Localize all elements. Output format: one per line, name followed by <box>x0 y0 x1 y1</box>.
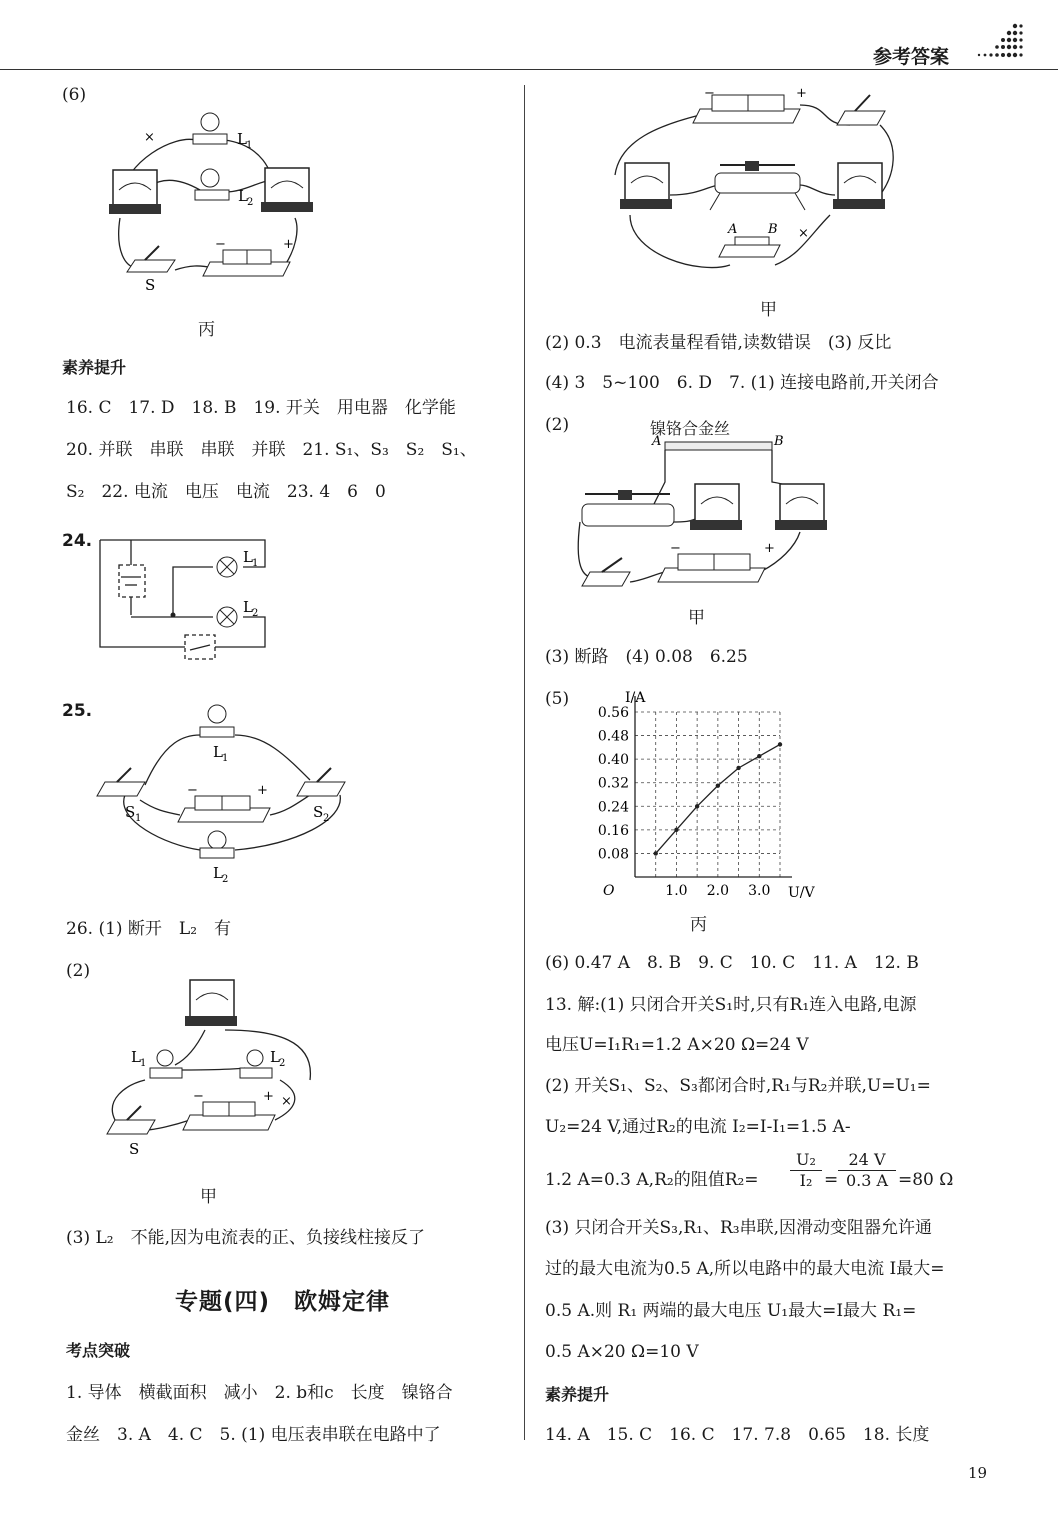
circuit-figure-q7 <box>570 412 830 612</box>
answer-r10: (2) 开关S₁、S₂、S₃都闭合时,R₁与R₂并联,U=U₁= <box>545 1076 931 1096</box>
svg-text:+: + <box>263 1089 274 1104</box>
bulb-l2-icon <box>240 1050 272 1078</box>
answers-20-21: 20. 并联 串联 串联 并联 21. S₁、S₃ S₂ S₁、 <box>66 440 477 460</box>
bulb-l2-icon <box>195 169 229 200</box>
data-point <box>654 851 658 855</box>
svg-text:L: L <box>243 598 253 616</box>
svg-text:A: A <box>652 434 662 449</box>
data-point <box>716 783 720 787</box>
svg-text:L: L <box>243 548 253 566</box>
q24-label: 24. <box>62 531 93 551</box>
voltmeter-icon <box>833 163 885 209</box>
svg-text:1: 1 <box>135 813 142 824</box>
svg-text:S: S <box>125 803 136 821</box>
y-tick-label: 0.56 <box>597 705 629 721</box>
frac1-den: I₂ <box>790 1170 822 1191</box>
q7-2-label: (2) <box>545 415 570 435</box>
rheostat-icon <box>582 490 674 526</box>
svg-text:−: − <box>193 1089 204 1104</box>
answer-r15: 0.5 A.则 R₁ 两端的最大电压 U₁最大=I最大 R₁= <box>545 1301 917 1321</box>
circuit-diagram-q24 <box>95 535 285 670</box>
page-number: 19 <box>968 1464 988 1482</box>
break-mark-icon: × <box>798 226 809 241</box>
section-kaodian-tupo: 考点突破 <box>66 1341 131 1360</box>
x-tick-label: 1.0 <box>665 883 688 899</box>
section-suyang-tisheng: 素养提升 <box>62 358 127 377</box>
y-tick-label: 0.24 <box>597 799 629 816</box>
ammeter-icon <box>620 163 672 209</box>
q6-label: (6) <box>62 85 87 105</box>
answer-r17: 14. A 15. C 16. C 17. 7.8 0.65 18. 长度 <box>545 1425 930 1445</box>
lamp-l2-icon <box>217 607 237 627</box>
svg-text:2: 2 <box>247 197 254 208</box>
resistor-ab-icon <box>719 237 780 257</box>
x-tick-label: 2.0 <box>706 883 729 899</box>
y-tick-label: 0.48 <box>597 728 629 745</box>
switch-icon <box>582 558 630 586</box>
circuit-figure-q25 <box>95 700 365 885</box>
svg-text:L: L <box>237 130 247 148</box>
answers-21-23: S₂ 22. 电流 电压 电流 23. 4 6 0 <box>66 482 386 502</box>
svg-text:L: L <box>213 743 223 761</box>
data-point <box>778 742 782 746</box>
answer-26-1: 26. (1) 断开 L₂ 有 <box>66 919 232 939</box>
chart-xlabel: U/V <box>788 885 815 901</box>
answers-2-5: 金丝 3. A 4. C 5. (1) 电压表串联在电路中了 <box>66 1425 441 1445</box>
svg-text:2: 2 <box>279 1058 286 1069</box>
answer-r14: 过的最大电流为0.5 A,所以电路中的最大电流 I最大= <box>545 1259 945 1279</box>
svg-text:−: − <box>215 237 226 252</box>
battery-icon <box>183 1102 275 1130</box>
frac1-num: U₂ <box>796 1150 816 1169</box>
svg-text:S: S <box>145 276 156 294</box>
data-point <box>736 766 740 770</box>
svg-text:+: + <box>764 541 775 556</box>
svg-text:2: 2 <box>252 608 259 619</box>
column-divider <box>524 85 525 1440</box>
y-tick-label: 0.08 <box>597 846 629 863</box>
svg-text:+: + <box>283 237 294 252</box>
y-tick-label: 0.16 <box>597 822 629 839</box>
svg-text:L: L <box>270 1048 280 1066</box>
fraction-2 <box>838 1150 896 1191</box>
answer-r16: 0.5 A×20 Ω=10 V <box>545 1342 699 1362</box>
ammeter-icon <box>690 484 742 530</box>
voltmeter-icon <box>775 484 827 530</box>
answer-r5: (3) 断路 (4) 0.08 6.25 <box>545 647 748 667</box>
svg-text:B: B <box>768 222 778 237</box>
iu-chart <box>560 685 840 905</box>
break-mark-icon: × <box>281 1094 292 1109</box>
voltmeter-icon <box>261 168 313 212</box>
data-point <box>757 754 761 758</box>
answers-16-19: 16. C 17. D 18. B 19. 开关 用电器 化学能 <box>66 398 456 418</box>
rheostat-icon <box>710 161 805 210</box>
nichrome-wire-label: 镍铬合金丝 <box>650 419 731 438</box>
battery-icon <box>203 250 290 276</box>
bulb-l1-icon <box>193 113 227 144</box>
fig-caption-jia1: 甲 <box>760 300 777 320</box>
svg-text:B: B <box>774 434 784 449</box>
dot-pattern-icon <box>975 22 1023 64</box>
circuit-figure-q5 <box>600 85 900 295</box>
answer-r9: 电压U=I₁R₁=1.2 A×20 Ω=24 V <box>545 1035 809 1055</box>
fig-caption-bing-right: 丙 <box>690 915 707 935</box>
svg-text:2: 2 <box>323 813 330 824</box>
frac2-den: 0.3 A <box>838 1170 896 1191</box>
svg-text:L: L <box>131 1048 141 1066</box>
svg-text:L: L <box>238 187 248 205</box>
answer-r12b: =80 Ω <box>898 1170 954 1190</box>
battery-icon <box>178 796 270 822</box>
data-point <box>674 828 678 832</box>
answer-26-3: (3) L₂ 不能,因为电流表的正、负接线柱接反了 <box>66 1228 425 1248</box>
chart-ylabel: I/A <box>625 690 646 706</box>
switch-icon <box>837 95 885 125</box>
data-point <box>695 804 699 808</box>
svg-text:+: + <box>257 783 268 798</box>
answer-r13: (3) 只闭合开关S₃,R₁、R₃串联,因滑动变阻器允许通 <box>545 1218 932 1238</box>
fig-caption-jia: 甲 <box>200 1187 217 1207</box>
svg-text:−: − <box>704 86 715 101</box>
switch-s-icon <box>107 1106 155 1134</box>
fig-caption-bing: 丙 <box>198 320 215 340</box>
ammeter-icon <box>185 980 237 1026</box>
answers-1-2: 1. 导体 横截面积 减小 2. b和c 长度 镍铬合 <box>66 1383 453 1403</box>
section-suyang-tisheng-2: 素养提升 <box>545 1385 610 1404</box>
break-mark-icon: × <box>144 130 155 145</box>
svg-text:1: 1 <box>222 753 229 764</box>
answer-r12a: 1.2 A=0.3 A,R₂的阻值R₂= <box>545 1170 759 1190</box>
chart-ticks <box>598 705 771 899</box>
switch-s2-icon <box>297 768 345 796</box>
battery-icon <box>658 554 765 582</box>
y-tick-label: 0.32 <box>597 775 629 792</box>
bulb-l2-icon <box>200 831 234 858</box>
ammeter-icon <box>109 170 161 214</box>
svg-text:S: S <box>313 803 324 821</box>
bulb-l1-icon <box>200 705 234 737</box>
svg-text:−: − <box>670 541 681 556</box>
svg-text:1: 1 <box>252 558 259 569</box>
answer-r11: U₂=24 V,通过R₂的电流 I₂=I-I₁=1.5 A- <box>545 1117 851 1137</box>
svg-text:L: L <box>213 864 223 882</box>
header-rule <box>0 69 1058 70</box>
switch-s-icon <box>127 246 175 272</box>
chart-origin: O <box>603 883 615 899</box>
lamp-l1-icon <box>217 557 237 577</box>
topic-title: 专题(四) 欧姆定律 <box>175 1289 391 1315</box>
frac2-num: 24 V <box>848 1150 886 1169</box>
answer-r2: (2) 0.3 电流表量程看错,读数错误 (3) 反比 <box>545 333 892 353</box>
answer-r8: 13. 解:(1) 只闭合开关S₁时,只有R₁连入电路,电源 <box>545 995 917 1015</box>
svg-text:2: 2 <box>222 874 229 885</box>
switch-s1-icon <box>97 768 145 796</box>
svg-text:−: − <box>187 783 198 798</box>
svg-text:1: 1 <box>246 140 253 151</box>
y-tick-label: 0.40 <box>597 752 629 769</box>
q7-5-label: (5) <box>545 689 570 709</box>
svg-text:S: S <box>129 1140 140 1158</box>
circuit-figure-q26 <box>95 970 335 1160</box>
nichrome-wire-icon <box>665 442 772 450</box>
q26-2-label: (2) <box>66 961 91 981</box>
header-title: 参考答案 <box>873 46 950 68</box>
fraction-1 <box>790 1150 822 1191</box>
svg-text:A: A <box>728 222 738 237</box>
answer-r7: (6) 0.47 A 8. B 9. C 10. C 11. A 12. B <box>545 953 919 973</box>
circuit-figure-q6 <box>95 100 315 300</box>
q25-label: 25. <box>62 701 93 721</box>
fig-caption-jia2: 甲 <box>688 608 705 628</box>
x-tick-label: 3.0 <box>748 883 771 899</box>
svg-text:1: 1 <box>140 1058 147 1069</box>
answer-r3: (4) 3 5~100 6. D 7. (1) 连接电路前,开关闭合 <box>545 373 939 393</box>
equals-sign: = <box>824 1170 839 1190</box>
svg-text:+: + <box>796 86 807 101</box>
